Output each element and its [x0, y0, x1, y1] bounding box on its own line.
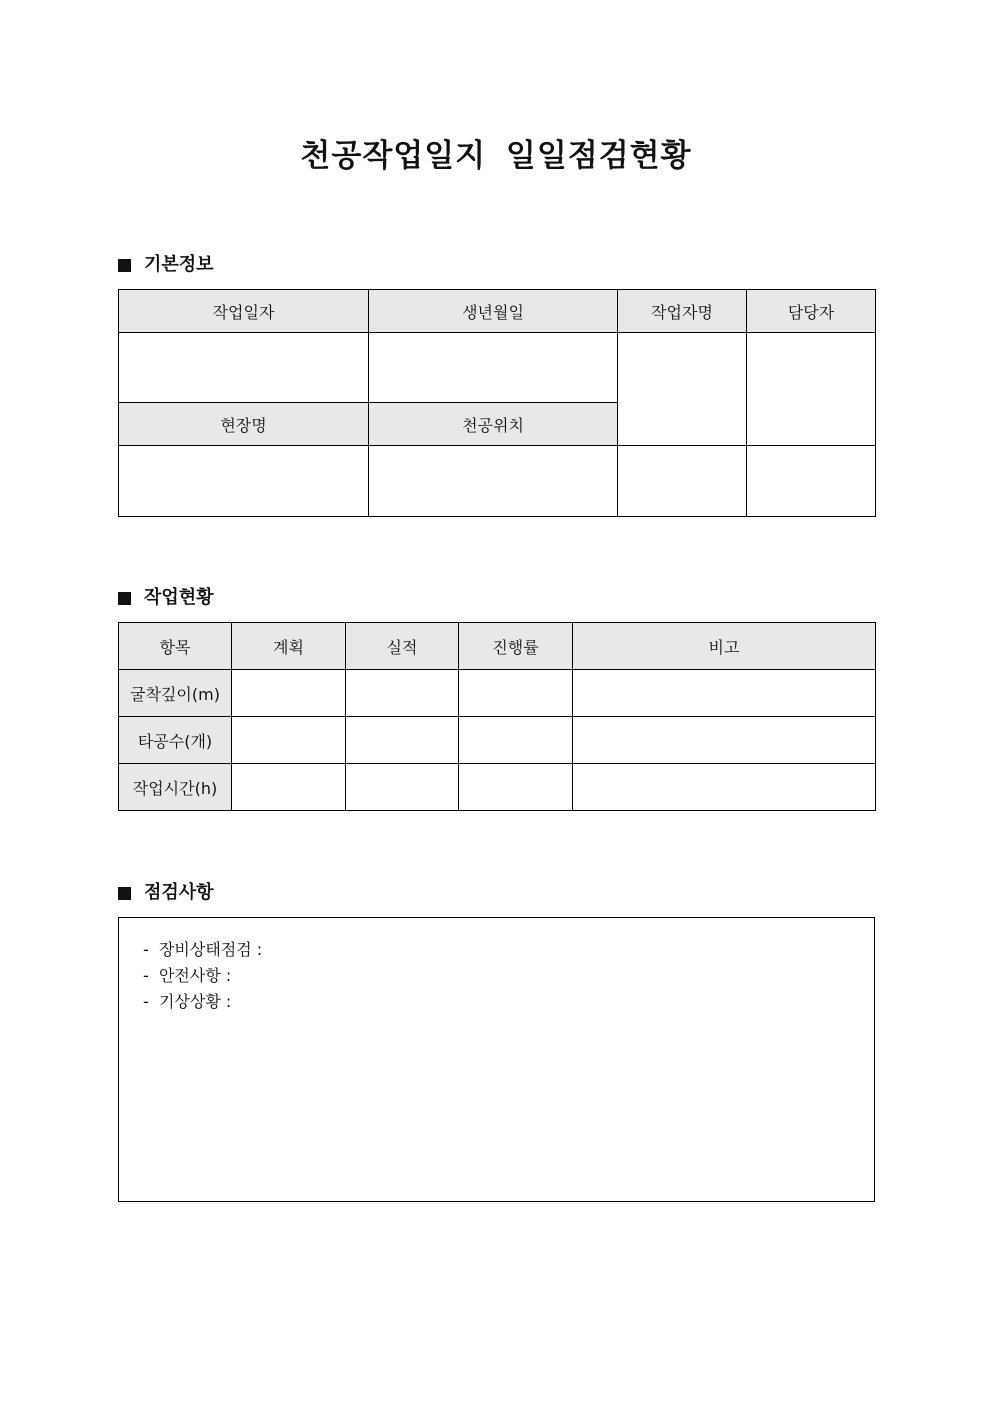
- input-cell-blank[interactable]: [618, 446, 747, 517]
- inspection-item-equipment-status: - 장비상태점검 :: [143, 940, 263, 959]
- inspection-item-weather: - 기상상황 :: [143, 992, 232, 1011]
- header-cell-work-date: 작업일자: [119, 290, 369, 333]
- header-row: [119, 623, 876, 670]
- black-square-bullet-icon: [118, 592, 131, 605]
- input-cell-actual[interactable]: [346, 670, 459, 717]
- input-cell-progress[interactable]: [459, 764, 573, 811]
- section-title: 점검사항: [144, 882, 214, 903]
- input-cell-plan[interactable]: [232, 670, 346, 717]
- header-cell-site-name: 현장명: [119, 403, 369, 446]
- input-cell-manager[interactable]: [747, 333, 876, 446]
- input-row: [119, 333, 876, 403]
- input-cell-actual[interactable]: [346, 764, 459, 811]
- header-cell-progress: 진행률: [459, 623, 573, 670]
- work-status-table: [118, 622, 876, 811]
- input-cell-work-date[interactable]: [119, 333, 369, 403]
- input-cell-progress[interactable]: [459, 717, 573, 764]
- header-row: [119, 290, 876, 333]
- inspection-item-safety: - 안전사항 :: [143, 966, 232, 985]
- input-cell-progress[interactable]: [459, 670, 573, 717]
- input-cell-plan[interactable]: [232, 764, 346, 811]
- section-title: 작업현황: [144, 587, 214, 608]
- table-row: [119, 764, 876, 811]
- section-heading-basic-info: [118, 253, 214, 277]
- input-cell-blank[interactable]: [747, 446, 876, 517]
- input-cell-worker-name[interactable]: [618, 333, 747, 446]
- table-row: [119, 670, 876, 717]
- input-cell-site-name[interactable]: [119, 446, 369, 517]
- header-cell-remarks: 비고: [573, 623, 876, 670]
- row-label-hole-count: 타공수(개): [119, 717, 232, 764]
- header-cell-item: 항목: [119, 623, 232, 670]
- input-cell-remarks[interactable]: [573, 764, 876, 811]
- document-title: 천공작업일지 일일점검현황: [300, 138, 692, 174]
- input-cell-remarks[interactable]: [573, 717, 876, 764]
- black-square-bullet-icon: [118, 887, 131, 900]
- basic-info-table: [118, 289, 876, 517]
- inspection-box[interactable]: [118, 917, 875, 1202]
- header-cell-actual: 실적: [346, 623, 459, 670]
- input-cell-plan[interactable]: [232, 717, 346, 764]
- section-heading-work-status: [118, 586, 214, 610]
- input-cell-drilling-location[interactable]: [369, 446, 618, 517]
- header-cell-drilling-location: 천공위치: [369, 403, 618, 446]
- input-cell-birth-date[interactable]: [369, 333, 618, 403]
- header-cell-manager: 담당자: [747, 290, 876, 333]
- input-cell-actual[interactable]: [346, 717, 459, 764]
- row-label-work-hours: 작업시간(h): [119, 764, 232, 811]
- section-heading-inspection: [118, 881, 214, 905]
- header-cell-birth-date: 생년월일: [369, 290, 618, 333]
- input-cell-remarks[interactable]: [573, 670, 876, 717]
- black-square-bullet-icon: [118, 259, 131, 272]
- row-label-excavation-depth: 굴착깊이(m): [119, 670, 232, 717]
- header-cell-worker-name: 작업자명: [618, 290, 747, 333]
- section-title: 기본정보: [144, 254, 214, 275]
- table-row: [119, 717, 876, 764]
- header-cell-plan: 계획: [232, 623, 346, 670]
- input-row: [119, 446, 876, 517]
